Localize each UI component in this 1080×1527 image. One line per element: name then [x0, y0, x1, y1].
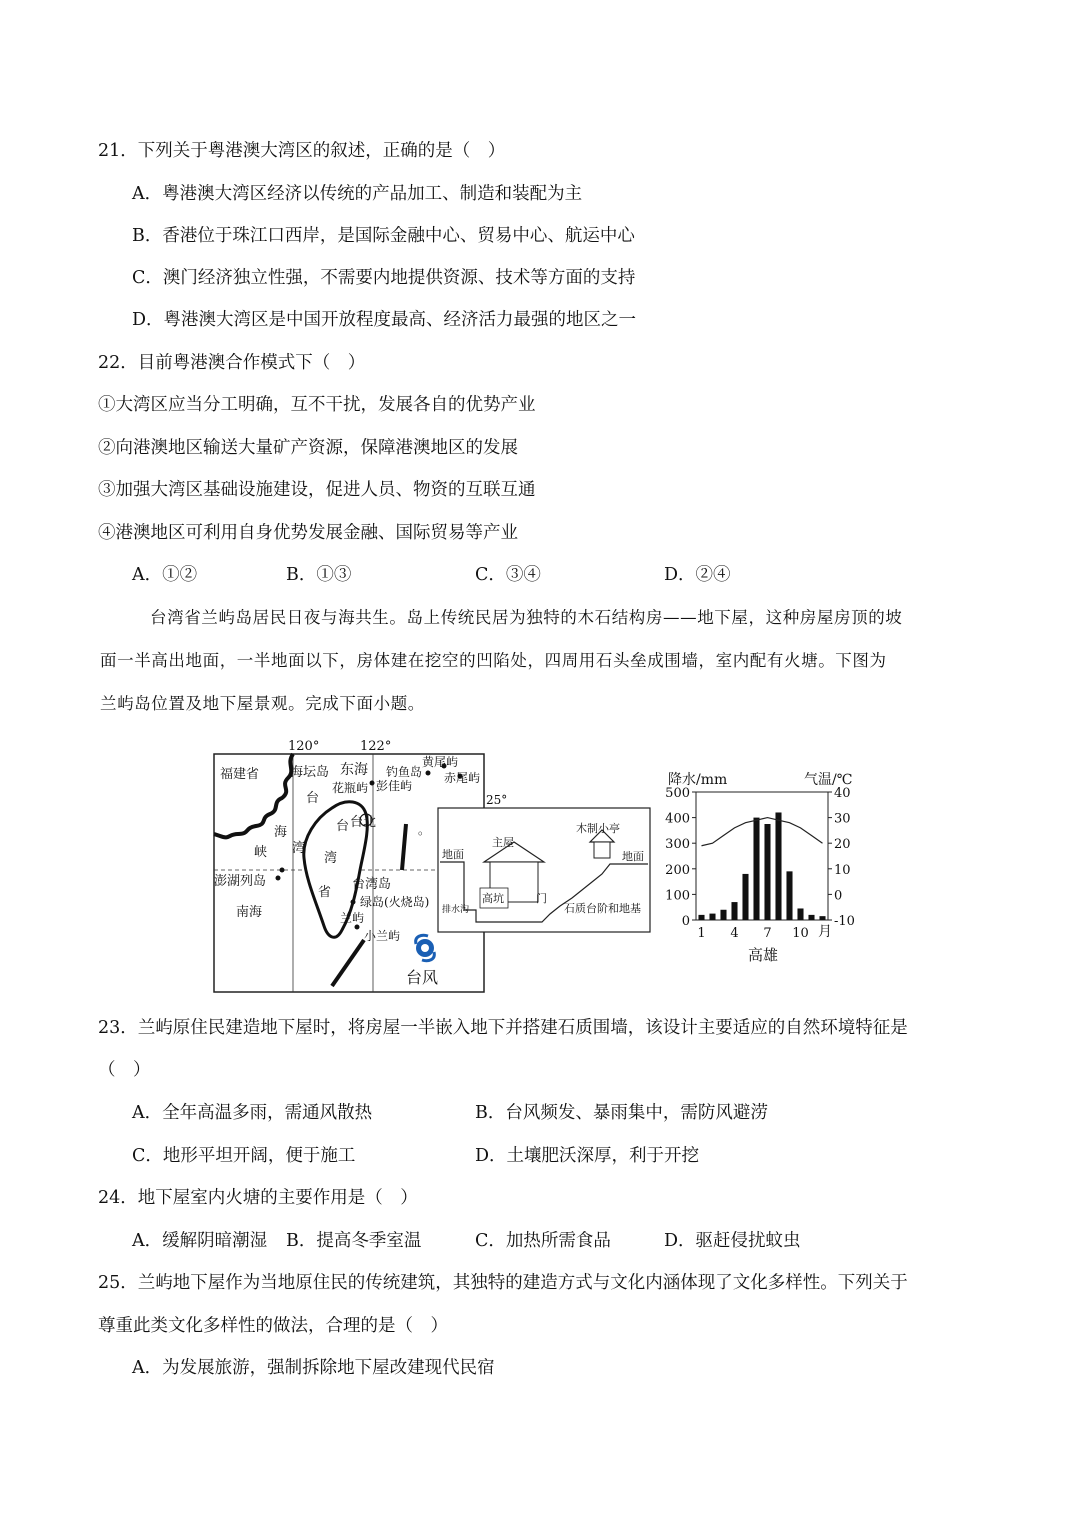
- precip-bar-3: [720, 910, 726, 920]
- passage-line-3: 兰屿岛位置及地下屋景观。完成下面小题。: [100, 694, 425, 713]
- y-tick-label-200: 200: [665, 862, 690, 878]
- house-section: [438, 808, 650, 932]
- label-taiwandao: 台湾岛: [352, 877, 392, 892]
- figure: [200, 730, 880, 1000]
- label-pengjia: 彭佳屿: [376, 779, 413, 793]
- y2-tick-label-30: 30: [834, 811, 851, 827]
- label-lanyu: 兰屿: [340, 911, 365, 925]
- q22-statement-4: ④港澳地区可利用自身优势发展金融、国际贸易等产业: [98, 523, 518, 543]
- q23-option-d: D．土壤肥沃深厚，利于开挖: [475, 1146, 700, 1166]
- q22-option-d: D．②④: [664, 565, 731, 585]
- label-ground-left: 地面: [442, 848, 464, 861]
- passage-line-1: 台湾省兰屿岛居民日夜与海共生。岛上传统民居为独特的木石结构房——地下屋，这种房屋房顶的坡: [150, 608, 903, 627]
- label-main-house: 主屋: [492, 836, 514, 849]
- precip-bar-4: [731, 902, 737, 920]
- q24-option-c: C．加热所需食品: [475, 1231, 611, 1251]
- q24-stem: 24．地下屋室内火塘的主要作用是（ ）: [98, 1188, 418, 1208]
- label-kang: 高坑: [482, 892, 504, 905]
- q21-option-c: C．澳门经济独立性强，不需要内地提供资源、技术等方面的支持: [132, 268, 636, 288]
- lon-label-122: 122°: [360, 739, 392, 754]
- label-chiwei: 赤尾屿: [444, 771, 481, 785]
- passage-line-2: 面一半高出地面，一半地面以下，房体建在挖空的凹陷处，四周用石头垒成围墙，室内配有火塘。下图为: [100, 651, 887, 670]
- label-huangwei: 黄尾屿: [422, 755, 459, 769]
- y2-tick-label-10: 10: [834, 862, 851, 878]
- chart-title: 高雄: [748, 946, 779, 964]
- label-pavilion: 木制小亭: [576, 822, 620, 835]
- q24-option-a: A．缓解阴暗潮湿: [132, 1231, 268, 1251]
- y2-tick-label-0: 0: [834, 888, 843, 904]
- x-tick-label-1: 1: [697, 926, 706, 941]
- q23-option-b: B．台风频发、暴雨集中，需防风避涝: [475, 1103, 768, 1123]
- label-taibei: 台北: [350, 815, 377, 830]
- q22-stem: 22．目前粤港澳合作模式下（ ）: [98, 353, 366, 373]
- lanyu-dot: [355, 925, 360, 930]
- lon-label-120: 120°: [288, 739, 320, 754]
- precip-bar-12: [819, 916, 825, 920]
- label-hai: 海: [274, 825, 288, 840]
- precip-bar-5: [742, 874, 748, 920]
- label-haitan: 海坛岛: [290, 765, 330, 780]
- q23-option-a: A．全年高温多雨，需通风散热: [132, 1103, 373, 1123]
- label-stone: 石质台阶和地基: [564, 902, 641, 915]
- precip-bar-2: [709, 914, 715, 920]
- diaoyu-dot: [426, 771, 431, 776]
- lvdao-dot: [351, 900, 356, 905]
- q21-option-d: D．粤港澳大湾区是中国开放程度最高、经济活力最强的地区之一: [132, 310, 637, 330]
- q22-statement-1: ①大湾区应当分工明确，互不干扰，发展各自的优势产业: [98, 395, 536, 415]
- penghu-dot: [280, 868, 285, 873]
- precip-bar-11: [808, 915, 814, 920]
- precip-bar-7: [764, 824, 770, 920]
- y2-tick-label-20: 20: [834, 837, 851, 853]
- precip-bar-6: [753, 818, 759, 920]
- q21-option-b: B．香港位于珠江口西岸，是国际金融中心、贸易中心、航运中心: [132, 226, 635, 246]
- precip-bar-10: [797, 908, 803, 920]
- lat-label-25: 25°: [486, 793, 508, 807]
- q25-stem-2: 尊重此类文化多样性的做法，合理的是（ ）: [98, 1316, 448, 1336]
- y-tick-label-300: 300: [665, 837, 690, 853]
- label-lvdao: 绿岛(火烧岛): [360, 895, 430, 909]
- x-tick-label-10: 10: [792, 926, 809, 941]
- q25-option-a: A．为发展旅游，强制拆除地下屋改建现代民宿: [132, 1358, 495, 1378]
- label-tai2: 台: [336, 819, 350, 834]
- label-penghu: 澎湖列岛: [214, 874, 267, 889]
- label-tai1: 台: [306, 791, 320, 806]
- label-sheng: 省: [318, 885, 332, 900]
- chart-ylabel: 降水/mm: [668, 772, 728, 788]
- svg-text:。: 。: [418, 823, 431, 837]
- q22-statement-3: ③加强大湾区基础设施建设，促进人员、物资的互联互通: [98, 480, 536, 500]
- label-donghai: 东海: [340, 762, 368, 778]
- label-diaoyu: 钓鱼岛: [386, 765, 423, 779]
- y2-tick-label-40: 40: [834, 786, 851, 801]
- q23-stem-2: （ ）: [98, 1060, 151, 1080]
- q22-option-b: B．①③: [286, 565, 352, 585]
- label-wan1: 湾: [292, 841, 306, 856]
- precip-bar-8: [775, 812, 781, 920]
- label-typhoon: 台风: [406, 968, 439, 987]
- label-fujian: 福建省: [220, 767, 260, 782]
- label-door: 门: [536, 892, 547, 905]
- label-xia: 峡: [254, 845, 268, 860]
- label-wan2: 湾: [324, 851, 338, 866]
- label-ground-right: 地面: [622, 850, 644, 863]
- x-tick-label-7: 7: [763, 926, 772, 941]
- q25-stem: 25．兰屿地下屋作为当地原住民的传统建筑，其独特的建造方式与文化内涵体现了文化多样性。下列关于: [98, 1273, 908, 1293]
- q21-option-a: A．粤港澳大湾区经济以传统的产品加工、制造和装配为主: [132, 184, 583, 204]
- label-huaping: 花瓶屿: [332, 781, 369, 795]
- label-xiaolanyu: 小兰屿: [364, 929, 401, 943]
- label-drain: 排水沟: [442, 905, 470, 915]
- q22-option-a: A．①②: [132, 565, 198, 585]
- precip-bar-9: [786, 871, 792, 920]
- precip-bar-1: [698, 915, 704, 920]
- y-tick-label-0: 0: [681, 914, 690, 929]
- climate-chart: [665, 771, 855, 964]
- q22-option-c: C．③④: [475, 565, 541, 585]
- q21-stem: 21．下列关于粤港澳大湾区的叙述，正确的是（ ）: [98, 141, 506, 161]
- huaping-dot: [370, 781, 375, 786]
- y-tick-label-100: 100: [665, 888, 690, 904]
- q23-stem: 23．兰屿原住民建造地下屋时，将房屋一半嵌入地下并搭建石质围墙，该设计主要适应的自然环境特征是: [98, 1018, 908, 1038]
- x-tick-label-4: 4: [730, 926, 739, 941]
- chart-y2label: 气温/℃: [804, 772, 853, 788]
- y2-tick-label--10: -10: [834, 914, 855, 929]
- q24-option-d: D．驱赶侵扰蚊虫: [664, 1231, 801, 1251]
- q22-statement-2: ②向港澳地区输送大量矿产资源，保障港澳地区的发展: [98, 438, 518, 458]
- penghu-dot-2: [276, 876, 281, 881]
- label-nanhai: 南海: [236, 905, 263, 920]
- y-tick-label-400: 400: [665, 811, 690, 827]
- chart-x-unit: 月: [818, 924, 832, 940]
- q24-option-b: B．提高冬季室温: [286, 1231, 422, 1251]
- q23-option-c: C．地形平坦开阔，便于施工: [132, 1146, 356, 1166]
- y-tick-label-500: 500: [665, 786, 690, 801]
